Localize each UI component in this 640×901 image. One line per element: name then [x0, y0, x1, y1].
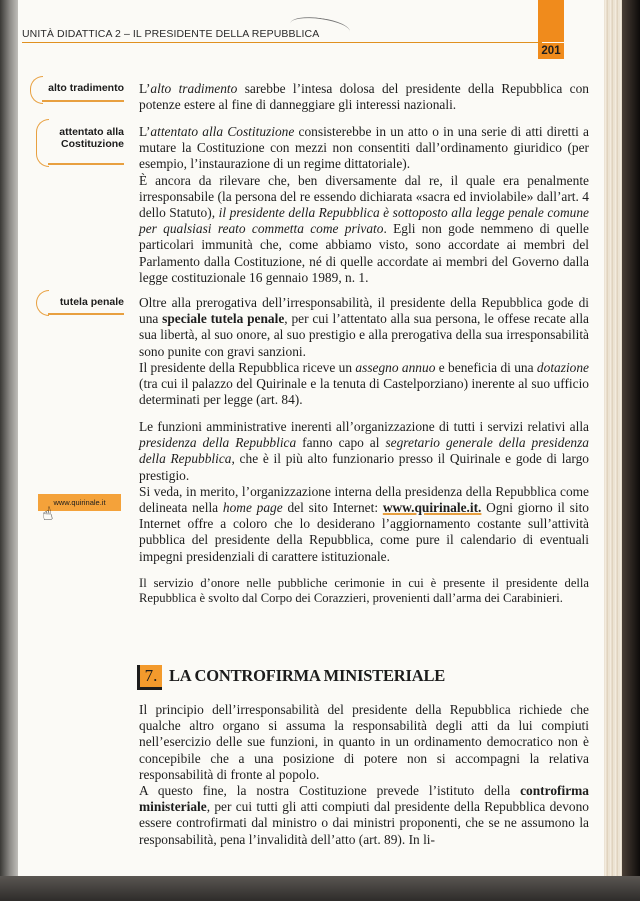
- running-header: UNITÀ DIDATTICA 2 – IL PRESIDENTE DELLA REPUBBLICA: [22, 28, 320, 40]
- quirinale-link[interactable]: www.quirinale.it.: [382, 500, 482, 516]
- page-number: 201: [538, 43, 564, 59]
- margin-underline: [48, 313, 124, 315]
- margin-note-line: Costituzione: [61, 138, 124, 150]
- pointing-hand-icon: ☝: [40, 503, 55, 526]
- paragraph-attentato: L’attentato alla Costituzione consisterebbe in un atto o in una serie di atti diretti a mutare la Costituzione con mezzi non consentiti dall’ordinamento giuridico (per esempio, l’instaurazione di un regime dittatoriale). È ancora da rilevare che, ben diversamente dal re, il quale era penalmente irresponsabile (la persona del re essendo dichiarata «sacra ed inviolabile» dall’art. 4 dello Statuto), il presidente della Repubblica è sottoposto alla legge penale comune per qualsiasi reato commetta come privato. Egli non gode nemmeno di quelle particolari immunità che, come abbiamo visto, sono accordate ai membri del Parlamento dalla Costituzione, né di quelle accordate ai membri del Governo dalla legge costituzionale 16 gennaio 1989, n. 1.: [139, 124, 590, 285]
- margin-note-attentato: [40, 126, 124, 150]
- url-badge[interactable]: www.quirinale.it: [38, 494, 121, 511]
- page-edges: [604, 0, 624, 878]
- right-background: [622, 0, 640, 901]
- margin-note-line: attentato alla: [59, 126, 124, 138]
- paragraph-alto-tradimento: L’alto tradimento sarebbe l’intesa dolosa del presidente della Repubblica con potenze estere al fine di danneggiare gli interessi nazionali.: [139, 81, 589, 113]
- section-title: LA CONTROFIRMA MINISTERIALE: [169, 666, 446, 685]
- section-number: 7.: [137, 665, 162, 690]
- margin-underline: [48, 163, 124, 165]
- margin-underline: [42, 100, 124, 102]
- paragraph-corazzieri: Il servizio d’onore nelle pubbliche cerimonie in cui è presente il presidente della Repubblica è svolto dal Corpo dei Corazzieri, provenienti dall’arma dei Carabinieri.: [139, 576, 589, 605]
- chapter-tab: [538, 0, 564, 42]
- header-rule: [22, 42, 542, 43]
- margin-note-tutela-penale: tutela penale: [59, 296, 124, 308]
- paragraph-funzioni: Le funzioni amministrative inerenti all’organizzazione di tutti i servizi relativi alla presidenza della Repubblica fanno capo al segretario generale della presidenza della Repubblica, che è il più alto funzionario presso il Quirinale e gode di largo prestigio. Si veda, in merito, l’organizzazione interna della presidenza della Repubblica come delineata nella home page del sito Internet: www.quirinale.it. Ogni giorno il sito Internet offre a coloro che lo desiderano l’aggiornamento costante sull’attività pubblica del presidente della Repubblica, come pure il calendario di eventuali impegni presidenziali di carattere istituzionale.: [139, 419, 590, 564]
- margin-note-alto-tradimento: alto tradimento: [48, 82, 124, 94]
- bottom-background: [0, 876, 640, 901]
- paragraph-tutela-penale: Oltre alla prerogativa dell’irresponsabilità, il presidente della Repubblica gode di una speciale tutela penale, per cui l’attentato alla sua persona, le offese recate alla sua libertà, al suo onore, al suo prestigio e alla prerogativa della sua irresponsabilità sono punite con gravi sanzioni. Il presidente della Repubblica riceve un assegno annuo e beneficia di una dotazione (tra cui il palazzo del Quirinale e la tenuta di Castelporziano) inerente al suo ufficio determinati per legge (art. 84).: [139, 295, 589, 408]
- paragraph-controfirma: Il principio dell’irresponsabilità del presidente della Repubblica richiede che qualche altro organo si assuma la responsabilità degli atti da lui compiuti nell’esercizio delle sue funzioni, in quanto in un ordinamento democratico non è concepibile che a una posizione di potere non si accompagni la relativa responsabilità di fronte al popolo. A questo fine, la nostra Costituzione prevede l’istituto della controfirma ministeriale, per cui tutti gli atti compiuti dal presidente della Repubblica devono essere controfirmati dal ministro o dai ministri proponenti, che se ne assumono la responsabilità, pena l’invalidità dell’atto (art. 89). In li-: [139, 702, 589, 847]
